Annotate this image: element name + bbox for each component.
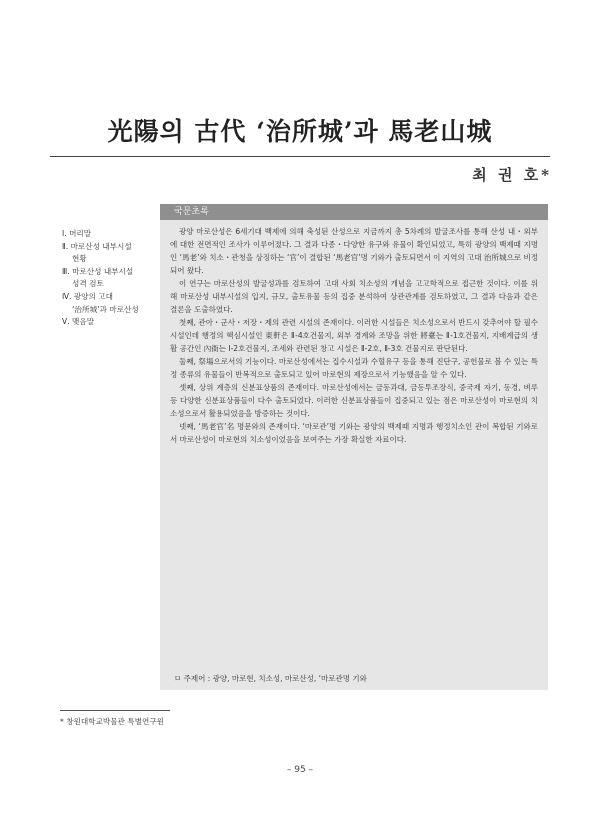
abstract-header-bar <box>160 204 548 220</box>
abstract-body <box>170 225 538 446</box>
keywords-line: ㅁ 주제어 : 광양, 마로현, 치소성, 마로산성, ‘마로관명 기와 <box>174 674 367 683</box>
footnote-divider <box>60 710 170 711</box>
toc-item-2: Ⅱ. 마로산성 내부시설 <box>62 241 132 251</box>
toc-item-4: Ⅳ. 광양의 고대 <box>62 291 113 301</box>
toc-item-3-cont: 성격 검토 <box>72 279 104 289</box>
toc-item-4-cont: ‘治所城’과 마로산성 <box>72 304 139 314</box>
author-name: 최 권 호* <box>472 166 552 184</box>
paper-title: 光陽의 古代 ‘治所城’과 馬老山城 <box>107 117 493 146</box>
page-number: – 95 – <box>286 765 314 775</box>
abstract-paragraph-5: 셋째, 상위 계층의 신분표상품의 존재이다. 마로산성에서는 금동과대, 금동투조장식, 중국제 자기, 동경, 벼루 등 다양한 신분표상품들이 다수 출토되었다. 이러한 신분표상품들이 집중되고 있는 점은 마로산성이 마로현의 치소성으로서 활용되었음을 방증하는 것이다. <box>170 383 538 418</box>
toc-item-5: Ⅴ. 맺음말 <box>62 317 95 327</box>
toc-item-3: Ⅲ. 마로산성 내부시설 <box>62 266 134 276</box>
abstract-paragraph-6: 넷째, ‘馬老官’名 명문와의 존재이다. ‘마로관’명 기와는 광양의 백제때 지명과 행정치소인 관이 복합된 기와로서 마로산성이 마로현의 치소성이었음을 보여주는 가장 확실한 자료이다. <box>170 422 538 444</box>
abstract-paragraph-3: 첫째, 관아・군사・저장・제의 관련 시설의 존재이다. 이러한 시설들은 치소성으로서 반드시 갖추어야 할 필수 시설인데 행정의 핵심시설인 東軒은 Ⅱ-4호건물지, 외부 경계와 조망을 위한 將臺는 Ⅱ-1호건물지, 지배계급의 생활 공간인 內衙는 Ⅰ-2호건물지, 조세와 관련된 창고 시설은 Ⅱ-2호, Ⅱ-3호 건물지로 판단된다. <box>170 318 538 353</box>
abstract-box <box>160 204 548 690</box>
abstract-paragraph-2: 이 연구는 마로산성의 발굴성과를 검토하여 고대 사회 치소성의 개념을 고고학적으로 접근한 것이다. 이를 위해 마로산성 내부시설의 입지, 규모, 출토유물 등의 집중 분석하여 상관관계를 검토하였고, 그 결과 다음과 같은 결론을 도출하였다. <box>170 279 538 314</box>
table-of-contents <box>62 228 162 329</box>
footnote: * 창원대학교박물관 특별연구원 <box>60 717 164 726</box>
title-divider <box>50 156 550 157</box>
toc-item-1: Ⅰ. 머리말 <box>62 229 92 238</box>
abstract-paragraph-4: 둘째, 祭場으로서의 기능이다. 마로산성에서는 집수시설과 수혈유구 등을 통해 진단구, 공헌물로 볼 수 있는 특정 종류의 유물들이 반복적으로 출토되고 있어 마로현의 제장으로서 기능했음을 알 수 있다. <box>170 357 538 379</box>
abstract-paragraph-1: 광양 마로산성은 6세기대 백제에 의해 축성된 산성으로 지금까지 총 5차례의 발굴조사를 통해 산성 내・외부에 대한 전면적인 조사가 이루어졌다. 그 결과 다종・다양한 유구와 유물이 확인되었고, 특히 광양의 백제때 지명인 ‘馬老’와 치소・관청을 상징하는 ‘官’이 결합된 ‘馬老官’명 기와가 출토되면서 이 지역의 고대 治所城으로 비정되어 왔다. <box>170 227 538 275</box>
toc-item-2-cont: 현황 <box>72 254 87 264</box>
abstract-heading: 국문초록 <box>174 207 209 217</box>
